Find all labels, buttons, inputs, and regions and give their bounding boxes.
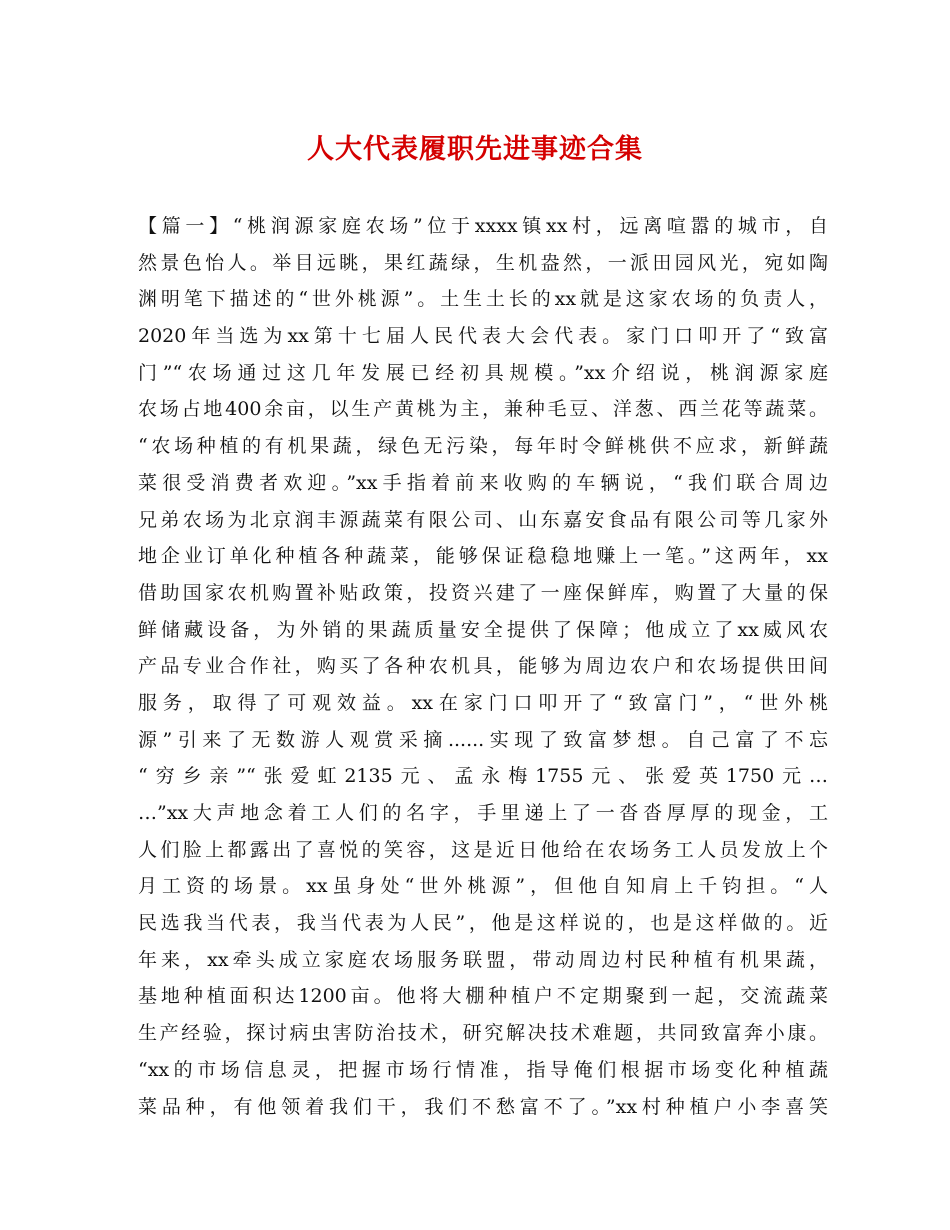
text-line: 月工资的场景。xx虽身处“世外桃源”，但他自知肩上千钧担。“人	[138, 875, 828, 898]
text-line: 鲜储藏设备，为外销的果蔬质量安全提供了保障；他成立了xx威风农	[138, 618, 828, 641]
text-line: 菜很受消费者欢迎。”xx手指着前来收购的车辆说，“我们联合周边	[138, 471, 828, 494]
text-line: 【篇一】“桃润源家庭农场”位于xxxx镇xx村，远离喧嚣的城市，自	[138, 215, 828, 237]
text-line: 源”引来了无数游人观赏采摘......实现了致富梦想。自己富了不忘	[138, 728, 828, 751]
text-line: 然景色怡人。举目远眺，果红蔬绿，生机盎然，一派田园风光，宛如陶	[138, 251, 828, 274]
text-line: “xx的市场信息灵，把握市场行情准，指导俺们根据市场变化种植蔬	[138, 1058, 828, 1081]
text-line: 生产经验，探讨病虫害防治技术，研究解决技术难题，共同致富奔小康。	[138, 1022, 828, 1045]
text-line: 产品专业合作社，购买了各种农机具，能够为周边农户和农场提供田间	[138, 655, 828, 678]
text-line: 借助国家农机购置补贴政策，投资兴建了一座保鲜库，购置了大量的保	[138, 581, 828, 604]
document-title: 人大代表履职先进事迹合集	[307, 134, 643, 165]
text-line: “农场种植的有机果蔬，绿色无污染，每年时令鲜桃供不应求，新鲜蔬	[138, 435, 828, 458]
text-line: 年来，xx牵头成立家庭农场服务联盟，带动周边村民种植有机果蔬，	[138, 948, 828, 971]
document-body	[138, 208, 828, 1125]
text-line: 渊明笔下描述的“世外桃源”。土生土长的xx就是这家农场的负责人，	[138, 288, 828, 311]
text-line: 服务，取得了可观效益。xx在家门口叩开了“致富门”，“世外桃	[138, 691, 828, 714]
text-line: “穷乡亲”“张爱虹2135元、孟永梅1755元、张爱英1750元…	[138, 765, 828, 788]
text-line: 人们脸上都露出了喜悦的笑容，这是近日他给在农场务工人员发放上个	[138, 838, 828, 861]
text-line: 民选我当代表，我当代表为人民”，他是这样说的，也是这样做的。近	[138, 912, 828, 935]
text-line: 基地种植面积达1200亩。他将大棚种植户不定期聚到一起，交流蔬菜	[138, 985, 828, 1008]
text-line: …”xx大声地念着工人们的名字，手里递上了一沓沓厚厚的现金，工	[138, 802, 828, 824]
text-line: 农场占地400余亩，以生产黄桃为主，兼种毛豆、洋葱、西兰花等蔬菜。	[138, 398, 828, 421]
text-line: 门”“农场通过这几年发展已经初具规模。”xx介绍说，桃润源家庭	[138, 361, 828, 384]
text-line: 2020年当选为xx第十七届人民代表大会代表。家门口叩开了“致富	[138, 325, 828, 348]
text-line: 兄弟农场为北京润丰源蔬菜有限公司、山东嘉安食品有限公司等几家外	[138, 508, 828, 531]
text-line: 地企业订单化种植各种蔬菜，能够保证稳稳地赚上一笔。”这两年，xx	[138, 545, 828, 568]
text-line: 菜品种，有他领着我们干，我们不愁富不了。”xx村种植户小李喜笑	[138, 1095, 828, 1118]
